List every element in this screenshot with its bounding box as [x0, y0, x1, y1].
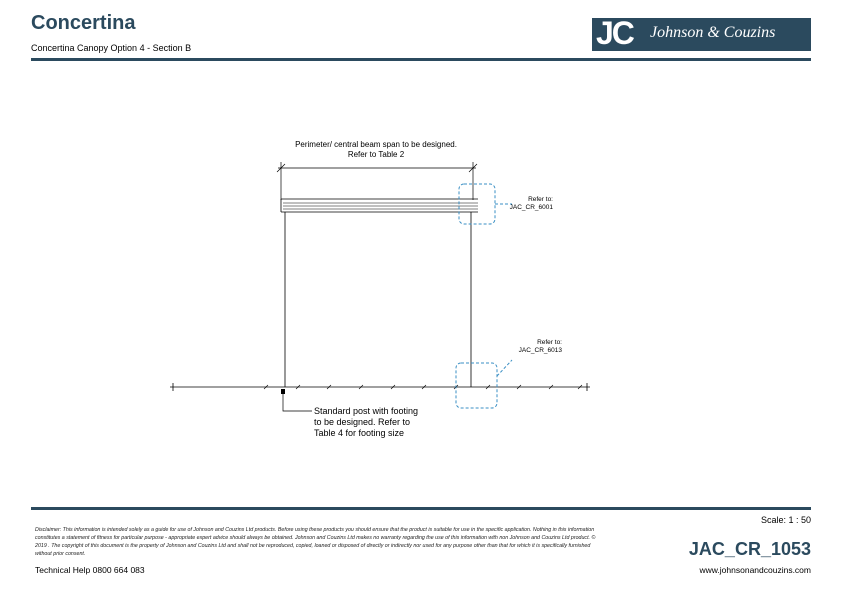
scale-label: Scale: 1 : 50: [760, 515, 811, 525]
page-subtitle: Concertina Canopy Option 4 - Section B: [31, 43, 192, 53]
ground-line: [170, 383, 590, 391]
span-note: [283, 140, 469, 160]
ref-bottom-label: Refer to:: [537, 339, 562, 346]
perimeter-beam: [281, 199, 478, 212]
footer-divider: [31, 507, 811, 510]
span-dimension: [277, 162, 477, 200]
ref-top: [495, 196, 553, 212]
disclaimer-text: Disclaimer: This information is intended solely as a guide for use of Johnson and Couzins Ltd products. Before using these products you should ensure that the product is suitable for use in the specific application. Nothing in this information constitutes a statement of fitness for particular purpose - appropriate expert advice should always be obtained. Johnson and Couzins Ltd makes no warranty regarding the use of this information with non Johnson and Couzins Ltd product. © 2019 . The copyright of this document is the property of Johnson and Couzins Ltd and shall not be reproduced, copied, loaned or disposed of directly or indirectly nor used for any purpose other than that for which it is specifically furnished without prior consent.: [35, 527, 596, 557]
post-note: [314, 406, 444, 439]
website-link[interactable]: www.johnsonandcouzins.com: [699, 565, 811, 575]
ref-top-label: Refer to:: [528, 196, 553, 203]
span-note-line1: Perimeter/ central beam span to be designed.: [295, 140, 457, 149]
callout-boxes: [456, 184, 512, 408]
ref-bottom: [502, 339, 562, 355]
logo-mark: JC: [596, 15, 633, 51]
footing-leader: [281, 389, 312, 411]
tech-help: Technical Help 0800 664 083: [35, 565, 145, 575]
page-title: Concertina: [31, 12, 136, 34]
span-note-line2: Refer to Table 2: [347, 150, 405, 159]
drawing-code: JAC_CR_1053: [688, 539, 811, 559]
post-note-line1: Standard post with footing: [314, 406, 419, 416]
ref-bottom-code: JAC_CR_6013: [518, 347, 562, 354]
post-note-line2: to be designed. Refer to: [314, 417, 411, 427]
logo-name: Johnson & Couzins: [650, 24, 776, 41]
ref-top-code: JAC_CR_6001: [509, 204, 553, 211]
posts: [285, 212, 471, 387]
post-note-line3: Table 4 for footing size: [314, 428, 405, 438]
